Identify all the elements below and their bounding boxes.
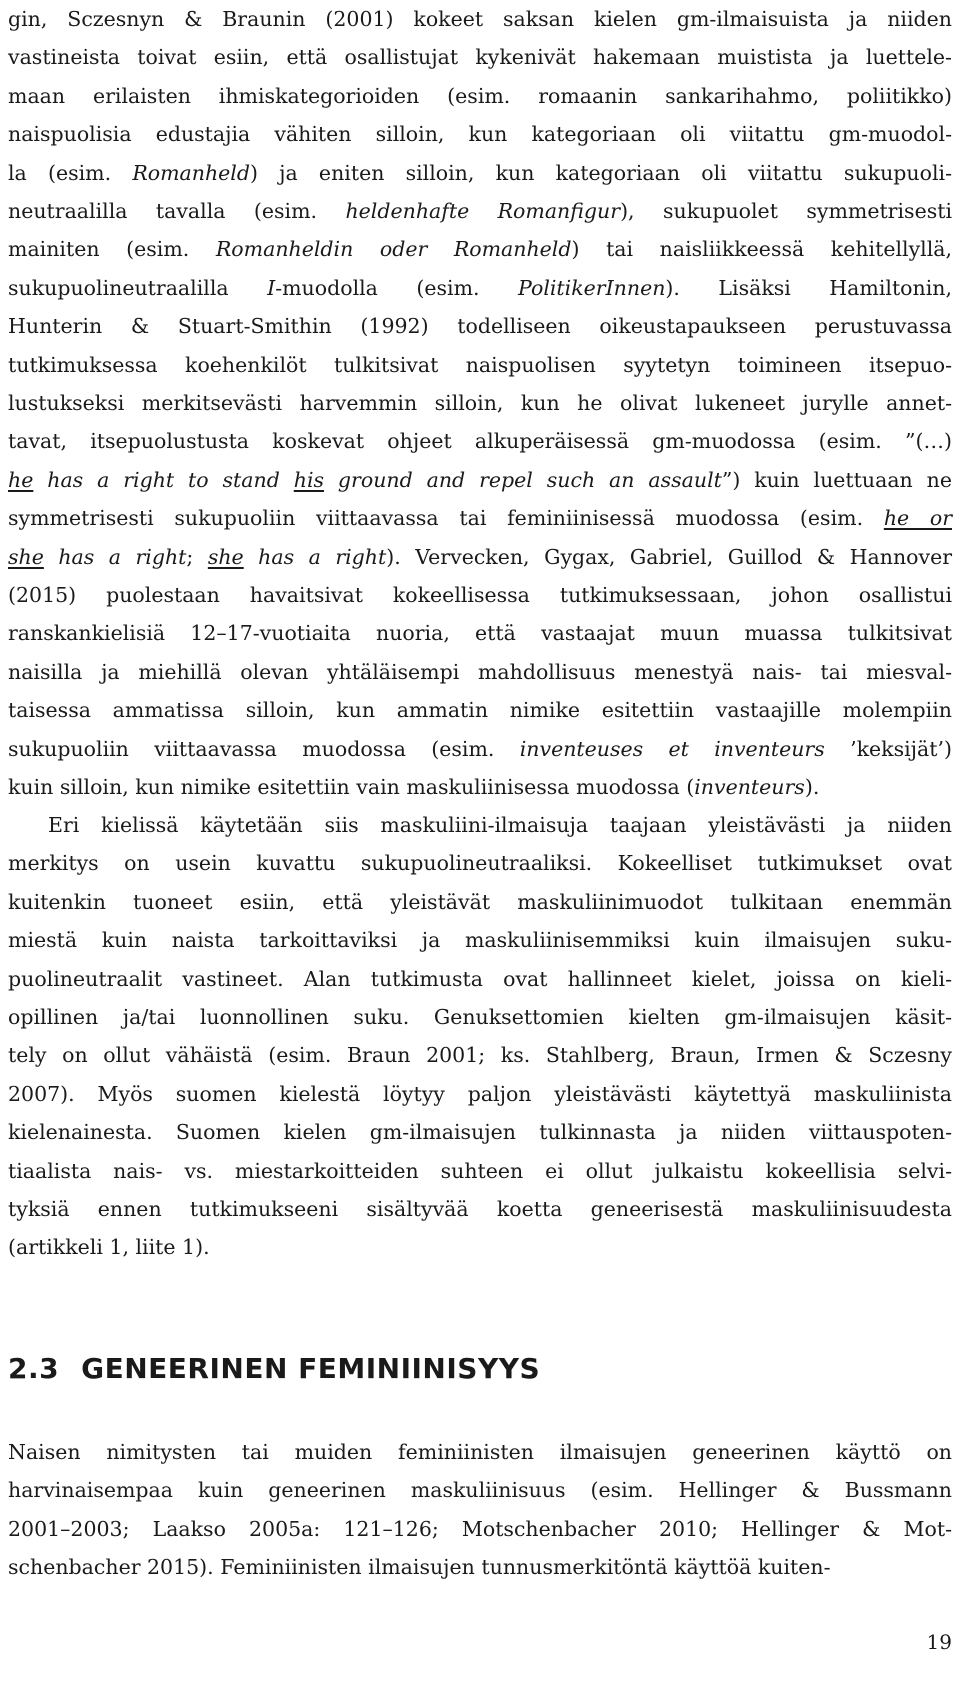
text-line [8,1228,952,1266]
emphasis-text: PolitikerInnen [518,275,666,300]
emphasis-text: heldenhafte Romanfigur [345,199,621,223]
emphasis-text: she [207,544,244,569]
text-segment: harvinaisempaa kuin geneerinen maskuliinisuus (esim. Hellinger & Bussmann [8,1478,952,1503]
text-segment: maan erilaisten ihmiskategorioiden (esim. romaanin sankarihahmo, poliitikko) [8,83,952,108]
text-segment: ). Vervecken, Gygax, Gabriel, Guillod & Hannover [386,544,952,569]
text-segment: kielenainesta. Suomen kielen gm-ilmaisujen tulkinnasta ja niiden viittauspoten- [8,1120,952,1145]
text-line [8,538,952,576]
text-line [8,691,952,729]
emphasis-text: has a right [43,544,187,569]
emphasis-text: she [8,544,44,569]
emphasis-text: Romanheld [132,160,250,185]
emphasis-text: has a right to stand [33,467,294,492]
text-segment: vastineista toivat esiin, että osallistujat kykenivät hakemaan muistista ja luettele- [8,45,952,70]
text-segment: ). Lisäksi Hamiltonin, [665,275,953,300]
text-line [8,230,952,268]
text-segment: gin, Sczesnyn & Braunin (2001) kokeet saksan kielen gm-ilmaisuista ja niiden [8,7,952,31]
text-line [8,768,952,806]
text-line [8,115,952,153]
text-segment: ) tai naisliikkeessä kehitellyllä, [571,237,953,262]
text-segment: ), sukupuolet symmetrisesti [620,199,953,223]
text-line [8,307,952,345]
text-line [8,883,952,921]
text-segment: Hunterin & Stuart-Smithin (1992) todelliseen oikeustapaukseen perustuvassa [8,314,952,339]
text-segment: naispuolisia edustajia vähiten silloin, kun kategoriaan oli viitattu gm-muodol- [8,122,952,147]
emphasis-text: inventeuses et inventeurs [519,736,825,761]
text-line [8,576,952,614]
text-segment: Eri kielissä käytetään siis maskuliini-ilmaisuja taajaan yleistävästi ja niiden [48,813,952,837]
text-segment: merkitys on usein kuvattu sukupuolineutraaliksi. Kokeelliset tutkimukset ovat [8,851,952,876]
text-line [8,461,952,499]
text-line [8,1113,952,1151]
text-segment: symmetrisesti sukupuoliin viittaavassa tai feminiinisessä muodossa (esim. [8,506,884,531]
text-segment: ranskankielisiä 12–17-vuotiaita nuoria, että vastaajat muun muassa tulkitsivat [8,621,952,646]
text-line [8,1433,952,1471]
text-segment: lustukseksi merkitsevästi harvemmin silloin, kun he olivat lukeneet jurylle annet- [8,391,952,415]
text-segment: opillinen ja/tai luonnollinen suku. Genuksettomien kielten gm-ilmaisujen käsit- [8,1005,952,1029]
text-line [8,1075,952,1113]
text-line [8,730,952,768]
text-segment: Naisen nimitysten tai muiden feminiinisten ilmaisujen geneerinen käyttö on [8,1440,952,1464]
emphasis-text: inventeurs [694,775,805,799]
text-line [8,499,952,537]
text-line [8,998,952,1036]
text-segment: miestä kuin naista tarkoittaviksi ja maskuliinisemmiksi kuin ilmaisujen suku- [8,928,952,953]
text-segment: ”) kuin luettuaan ne [721,467,952,492]
section-number: 2.3 [8,1352,60,1385]
text-line [8,1152,952,1190]
text-segment: schenbacher 2015). Feminiinisten ilmaisujen tunnusmerkitöntä käyttöä kuiten- [8,1555,831,1580]
text-segment: ’keksijät’) [824,736,952,761]
text-segment: ) ja eniten silloin, kun kategoriaan oli viitattu sukupuoli- [249,160,952,185]
text-segment: 2007). Myös suomen kielestä löytyy paljon yleistävästi käytettyä maskuliinista [8,1081,952,1106]
text-line [8,960,952,998]
text-segment: tavat, itsepuolustusta koskevat ohjeet alkuperäisessä gm-muodossa (esim. ”(…) [8,429,952,454]
text-segment: kuitenkin tuoneet esiin, että yleistävät maskuliinimuodot tulkitaan enemmän [8,889,952,914]
text-segment: 2001–2003; Laakso 2005a: 121–126; Motschenbacher 2010; Hellinger & Mot- [8,1516,952,1541]
text-segment: tiaalista nais- vs. miestarkoitteiden suhteen ei ollut julkaistu kokeellisia selvi- [8,1158,952,1183]
text-segment: mainiten (esim. [8,237,216,262]
text-segment: sukupuoliin viittaavassa muodossa (esim. [8,736,520,761]
text-line [8,38,952,76]
text-line [8,921,952,959]
text-line [8,844,952,882]
text-segment: naisilla ja miehillä olevan yhtäläisempi mahdollisuus menestyä nais- tai miesval- [8,659,952,684]
emphasis-text: ground and repel such an assault [324,467,722,492]
text-line [8,1548,952,1586]
text-segment: -muodolla (esim. [275,275,519,300]
section-heading [8,1352,540,1385]
text-line [8,653,952,691]
text-line [8,422,952,460]
text-segment: taisessa ammatissa silloin, kun ammatin nimike esitettiin vastaajille molempiin [8,698,952,723]
text-line [8,346,952,384]
text-segment: sukupuolineutraalilla [8,275,268,300]
text-line [8,806,952,844]
emphasis-text: I [267,275,276,300]
text-segment: neutraalilla tavalla (esim. [8,199,346,223]
text-segment: (artikkeli 1, liite 1). [8,1235,210,1260]
text-line [8,154,952,192]
text-line [8,1510,952,1548]
text-segment: (2015) puolestaan havaitsivat kokeellisessa tutkimuksessaan, johon osallistui [8,583,952,607]
emphasis-text: Romanheldin oder Romanheld [215,237,572,262]
text-line [8,192,952,230]
text-segment: tely on ollut vähäistä (esim. Braun 2001; ks. Stahlberg, Braun, Irmen & Sczesny [8,1043,952,1068]
emphasis-text: has a right [243,544,387,569]
emphasis-text: his [293,467,325,492]
text-segment: ). [804,775,820,799]
text-line [8,1471,952,1509]
emphasis-text: he or [883,506,952,531]
text-line [8,1036,952,1074]
section-title: GENEERINEN FEMINIINISYYS [81,1352,541,1385]
text-segment: tutkimuksessa koehenkilöt tulkitsivat naispuolisen syytetyn toimineen itsepuo- [8,352,952,377]
emphasis-text: he [8,467,34,492]
text-line [8,77,952,115]
text-line [8,269,952,307]
text-line [8,0,952,38]
text-segment: kuin silloin, kun nimike esitettiin vain maskuliinisessa muodossa ( [8,775,695,799]
text-segment: ; [186,544,208,569]
text-line [8,384,952,422]
page-number: 19 [926,1630,952,1654]
text-segment: la (esim. [8,160,133,185]
text-line [8,614,952,652]
text-segment: tyksiä ennen tutkimukseeni sisältyvää koetta geneerisestä maskuliinisuudesta [8,1197,952,1221]
text-segment: puolineutraalit vastineet. Alan tutkimusta ovat hallinneet kielet, joissa on kieli- [8,966,952,991]
text-line [8,1190,952,1228]
